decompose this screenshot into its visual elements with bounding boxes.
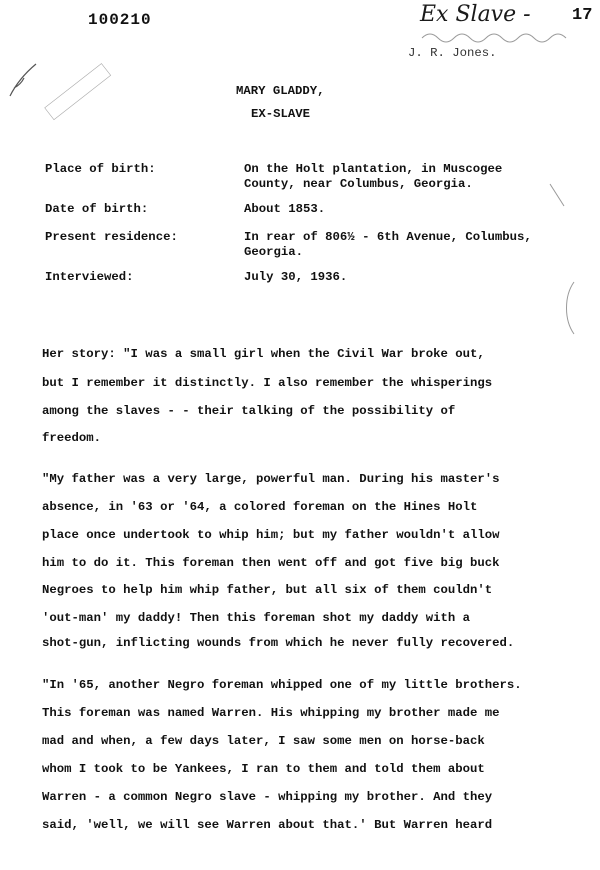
- fact-value: On the Holt plantation, in Muscogee: [244, 162, 503, 176]
- subject-name: MARY GLADDY,: [236, 84, 325, 98]
- body-line: Negroes to help him whip father, but all six of them couldn't: [42, 583, 493, 597]
- handwritten-title: Ex Slave -: [420, 2, 531, 27]
- margin-mark: [548, 180, 568, 210]
- fact-label: Place of birth:: [45, 162, 156, 176]
- body-line: said, 'well, we will see Warren about that.' But Warren heard: [42, 818, 493, 832]
- body-line: "My father was a very large, powerful man. During his master's: [42, 472, 500, 486]
- margin-bracket: [560, 278, 580, 338]
- fact-label: Present residence:: [45, 230, 178, 244]
- body-line: This foreman was named Warren. His whipping my brother made me: [42, 706, 500, 720]
- document-number: 100210: [88, 11, 152, 29]
- body-line: freedom.: [42, 431, 102, 445]
- fact-label: Interviewed:: [45, 270, 134, 284]
- fact-value: County, near Columbus, Georgia.: [244, 177, 473, 191]
- fact-value: July 30, 1936.: [244, 270, 348, 284]
- subject-subtitle: EX-SLAVE: [251, 107, 311, 121]
- body-line: him to do it. This foreman then went off and got five big buck: [42, 556, 500, 570]
- body-line: shot-gun, inflicting wounds from which he never fully recovered.: [42, 636, 515, 650]
- fact-label: Date of birth:: [45, 202, 149, 216]
- body-line: Her story: "I was a small girl when the Civil War broke out,: [42, 347, 485, 361]
- body-line: mad and when, a few days later, I saw some men on horse-back: [42, 734, 485, 748]
- fact-value: Georgia.: [244, 245, 304, 259]
- interviewer-name: J. R. Jones.: [408, 46, 497, 60]
- body-line: among the slaves - - their talking of the possibility of: [42, 404, 456, 418]
- handwritten-scribble: [420, 28, 580, 44]
- body-line: "In '65, another Negro foreman whipped one of my little brothers.: [42, 678, 522, 692]
- body-line: Warren - a common Negro slave - whipping my brother. And they: [42, 790, 493, 804]
- body-line: place once undertook to whip him; but my father wouldn't allow: [42, 528, 500, 542]
- page-number: 17: [572, 6, 593, 25]
- received-stamp: [38, 60, 118, 124]
- body-line: 'out-man' my daddy! Then this foreman shot my daddy with a: [42, 611, 471, 625]
- body-line: whom I took to be Yankees, I ran to them and told them about: [42, 762, 485, 776]
- body-line: but I remember it distinctly. I also remember the whisperings: [42, 376, 493, 390]
- fact-value: In rear of 806½ - 6th Avenue, Columbus,: [244, 230, 532, 244]
- body-line: absence, in '63 or '64, a colored foreman on the Hines Holt: [42, 500, 478, 514]
- fact-value: About 1853.: [244, 202, 326, 216]
